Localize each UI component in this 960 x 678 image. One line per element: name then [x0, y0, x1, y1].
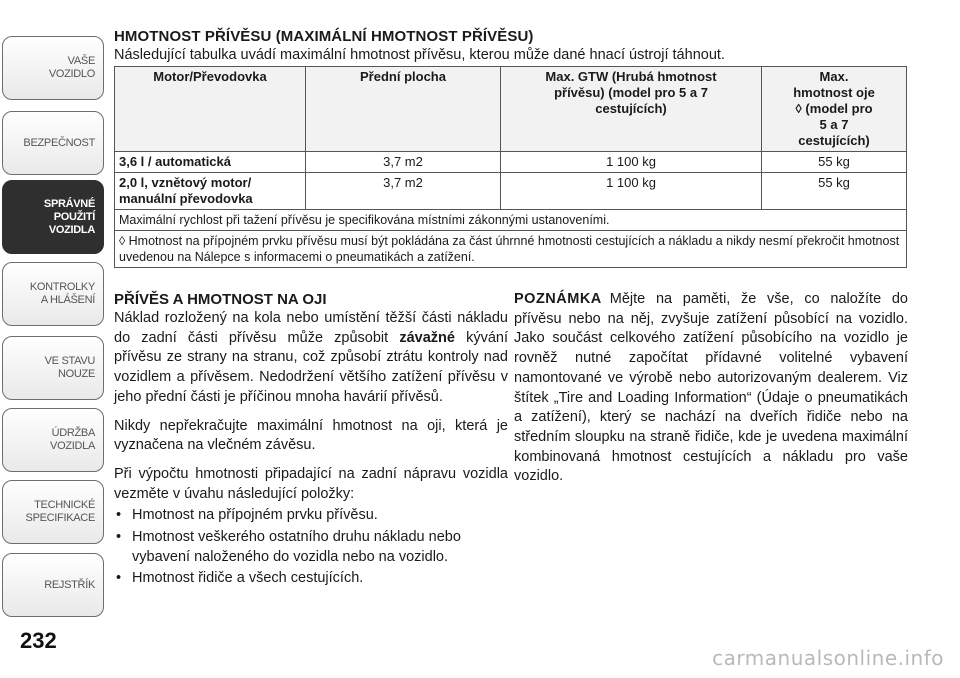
- page-number: 232: [20, 628, 57, 653]
- table-cell: 1 100 kg: [501, 173, 762, 210]
- tab-label: TECHNICKÉ SPECIFIKACE: [25, 499, 95, 524]
- watermark-text: carmanualsonline.info: [712, 646, 944, 670]
- table-cell: 3,7 m2: [306, 152, 501, 173]
- subsection-title: PŘÍVĚS A HMOTNOST NA OJI: [114, 291, 327, 308]
- column-header: Max. hmotnost oje ◊ (model pro 5 a 7 cestujících): [762, 67, 907, 152]
- table-cell: 3,7 m2: [306, 173, 501, 210]
- table-note: ◊ Hmotnost na přípojném prvku přívěsu musí být pokládána za část úhrnné hmotnosti cestujících a nákladu a nikdy nesmí překročit hmotnost uvedenou na Nálepce s informacemi o pneumatikách a zatížení.: [115, 231, 907, 268]
- paragraph: [114, 309, 508, 408]
- column-header: Motor/Převodovka: [115, 67, 306, 152]
- table-cell: 3,6 l / automatická: [115, 152, 306, 173]
- tab-label: BEZPEČNOST: [23, 136, 95, 149]
- note-text: Mějte na paměti, že vše, co naložíte do přívěsu nebo na něj, zvyšuje zatížení působící na vozidlo. Jako součást celkového zatížení působícího na vozidlo je rovněž nutné započítat přídavné volitelné vybavení namontované ve výrobě nebo autorizovaným dealerem. Viz štítek „Tire and Loading Information“ (Údaje o pneumatikách a zatížení), který se nachází na dveřích řidiče nebo na středním sloupku na straně řidiče, kde je uvedena maximální kombinovaná hmotnost cestujících a nákladu pro vaše vozidlo.: [514, 291, 908, 485]
- column-header: Přední plocha: [306, 67, 501, 152]
- list-item: • Hmotnost veškerého ostatního druhu nákladu nebo vybavení naloženého do vozidla nebo na vozidlo.: [114, 528, 508, 567]
- main-content: [114, 28, 908, 268]
- paragraph: Nikdy nepřekračujte maximální hmotnost na oji, která je vyznačena na vlečném závěsu.: [114, 417, 508, 454]
- bullet-list: [114, 506, 508, 589]
- emphasis-text: závažné: [399, 329, 455, 346]
- table-header-row: [115, 67, 907, 152]
- tab-label: ÚDRŽBA VOZIDLA: [50, 427, 95, 452]
- tab-ve-stavu-nouze[interactable]: [2, 336, 104, 400]
- table-row: [115, 173, 907, 210]
- tab-technicke-specifikace[interactable]: [2, 480, 104, 544]
- table-note-row: [115, 210, 907, 231]
- tab-label: KONTROLKY A HLÁŠENÍ: [29, 281, 95, 306]
- tab-label: REJSTŘÍK: [44, 578, 95, 591]
- left-column: [114, 290, 508, 591]
- column-header: Max. GTW (Hrubá hmotnost přívěsu) (model pro 5 a 7 cestujících): [501, 67, 762, 152]
- tab-vase-vozidlo[interactable]: [2, 36, 104, 100]
- table-note-row: [115, 231, 907, 268]
- tab-label: VE STAVU NOUZE: [44, 355, 95, 380]
- table-cell: 2,0 l, vznětový motor/ manuální převodovka: [115, 173, 306, 210]
- tab-label: SPRÁVNÉ POUŽITÍ VOZIDLA: [43, 197, 95, 236]
- section-intro: Následující tabulka uvádí maximální hmotnost přívěsu, kterou může dané hnací ústrojí táhnout.: [114, 47, 725, 63]
- tab-bezpecnost[interactable]: [2, 111, 104, 175]
- table-cell: 1 100 kg: [501, 152, 762, 173]
- table-note: Maximální rychlost při tažení přívěsu je specifikována místními zákonnými ustanoveními.: [115, 210, 907, 231]
- table-cell: 55 kg: [762, 152, 907, 173]
- trailer-weight-table: [114, 66, 907, 268]
- note-label: POZNÁMKA: [514, 291, 602, 307]
- table-cell: 55 kg: [762, 173, 907, 210]
- tab-label: VAŠE VOZIDLO: [48, 55, 95, 80]
- table-row: [115, 152, 907, 173]
- paragraph-text: Náklad rozložený na kola nebo umístění těžší části nákladu do zadní části přívěsu může způsobit: [114, 310, 508, 346]
- list-item: • Hmotnost na přípojném prvku přívěsu.: [114, 506, 508, 526]
- tab-kontrolky[interactable]: [2, 262, 104, 326]
- paragraph-text: kývání přívěsu ze strany na stranu, což způsobí ztrátu kontroly nad vozidlem a přívěsem. Nedodržení většího zatížení přívěsu v jeho přední části je příčinou mnoha havárií přívěsů.: [114, 329, 508, 405]
- tab-udrzba-vozidla[interactable]: [2, 408, 104, 472]
- right-column: [514, 290, 908, 496]
- chapter-sidebar: [0, 0, 104, 678]
- tab-rejstrik[interactable]: [2, 553, 104, 617]
- section-title: HMOTNOST PŘÍVĚSU (MAXIMÁLNÍ HMOTNOST PŘÍVĚSU): [114, 28, 534, 45]
- tab-spravne-pouziti-vozidla[interactable]: [2, 180, 104, 254]
- list-item: • Hmotnost řidiče a všech cestujících.: [114, 569, 508, 589]
- paragraph: Při výpočtu hmotnosti připadající na zadní nápravu vozidla vezměte v úvahu následující položky:: [114, 465, 508, 502]
- note-paragraph: [514, 290, 908, 487]
